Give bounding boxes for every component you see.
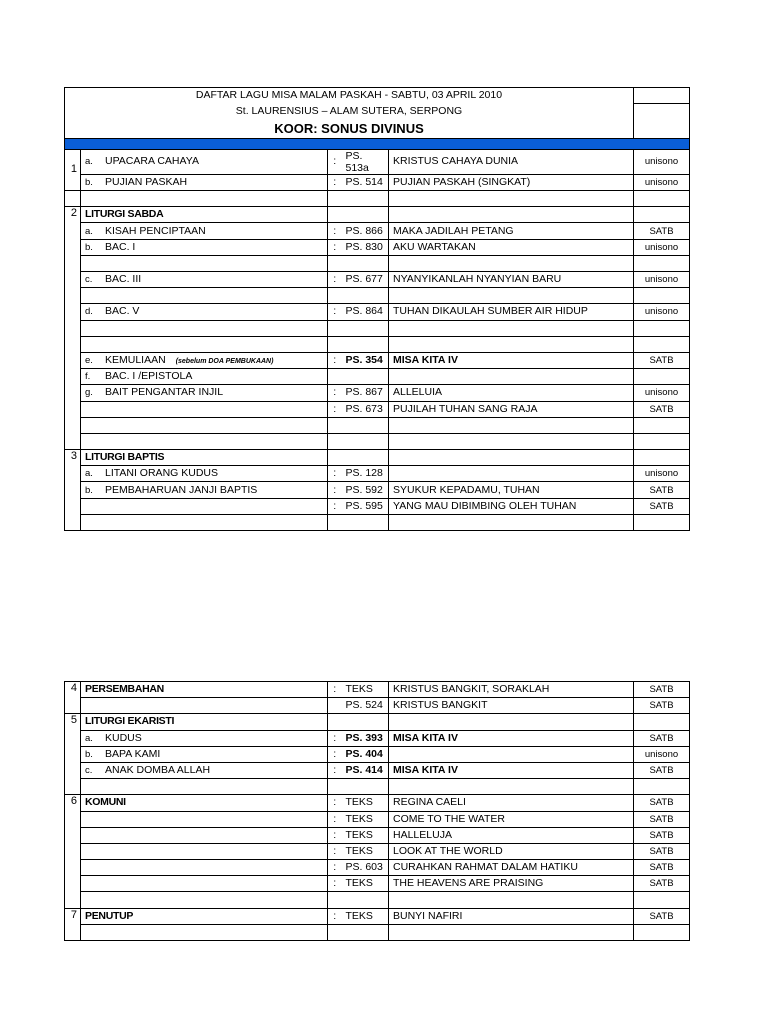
table-row	[65, 207, 690, 223]
voice: unisono	[634, 174, 690, 190]
song-ref	[342, 892, 389, 908]
table-row	[65, 272, 690, 288]
table-row	[65, 119, 690, 139]
table-cell	[389, 892, 634, 908]
table-cell	[81, 924, 328, 940]
colon-separator	[328, 514, 342, 530]
table-cell	[81, 730, 328, 746]
table-row	[65, 860, 690, 876]
section-number: 4	[65, 682, 81, 714]
song-ref: PS. 592	[342, 482, 389, 498]
voice: SATB	[634, 827, 690, 843]
table-cell	[81, 698, 328, 714]
table-row	[65, 827, 690, 843]
table-cell: CURAHKAN RAHMAT DALAM HATIKU	[389, 860, 634, 876]
song-ref: TEKS	[342, 682, 389, 698]
colon-separator: :	[328, 482, 342, 498]
table-cell	[634, 288, 690, 304]
table-row	[65, 450, 690, 466]
table-row	[65, 843, 690, 859]
item-letter: c.	[85, 765, 93, 777]
colon-separator: :	[328, 827, 342, 843]
colon-separator: :	[328, 304, 342, 320]
table-cell	[81, 288, 328, 304]
colon-separator: :	[328, 682, 342, 698]
table-row	[65, 304, 690, 320]
table-cell	[634, 207, 690, 223]
table-cell	[389, 433, 634, 449]
table-cell	[81, 860, 328, 876]
table-cell	[389, 450, 634, 466]
table-cell	[389, 779, 634, 795]
table-cell: SYUKUR KEPADAMU, TUHAN	[389, 482, 634, 498]
song-ref	[342, 288, 389, 304]
table-cell: PUJILAH TUHAN SANG RAJA	[389, 401, 634, 417]
colon-separator	[328, 779, 342, 795]
song-ref	[342, 255, 389, 271]
table-cell	[81, 417, 328, 433]
song-ref: PS. 830	[342, 239, 389, 255]
table-row	[65, 714, 690, 730]
song-ref: PS. 603	[342, 860, 389, 876]
table-cell	[81, 320, 328, 336]
table-cell	[81, 843, 328, 859]
table-row	[65, 746, 690, 762]
colon-separator: :	[328, 811, 342, 827]
colon-separator: :	[328, 908, 342, 924]
song-ref: PS. 595	[342, 498, 389, 514]
table-row	[65, 417, 690, 433]
colon-separator	[328, 369, 342, 385]
table-cell	[81, 466, 328, 482]
colon-separator: :	[328, 795, 342, 811]
table-row	[65, 514, 690, 530]
voice: SATB	[634, 876, 690, 892]
song-ref: PS. 866	[342, 223, 389, 239]
table-cell	[634, 255, 690, 271]
table-cell	[81, 352, 328, 368]
colon-separator	[328, 288, 342, 304]
table-cell	[634, 320, 690, 336]
colon-separator: :	[328, 385, 342, 401]
section-number: 6	[65, 795, 81, 908]
table-cell: HALLELUJA	[389, 827, 634, 843]
table-cell	[81, 401, 328, 417]
song-ref: PS. 404	[342, 746, 389, 762]
voice: SATB	[634, 352, 690, 368]
table-cell: LOOK AT THE WORLD	[389, 843, 634, 859]
table-cell	[634, 892, 690, 908]
item-letter: b.	[85, 241, 93, 253]
item-letter: a.	[85, 732, 93, 744]
table-cell	[634, 450, 690, 466]
table-cell	[389, 417, 634, 433]
colon-separator: :	[328, 174, 342, 190]
song-ref: PS. 677	[342, 272, 389, 288]
colon-separator: :	[328, 762, 342, 778]
item-letter: b.	[85, 176, 93, 188]
table-cell	[81, 239, 328, 255]
colon-separator	[328, 892, 342, 908]
table-row	[65, 779, 690, 795]
item-label: LITANI ORANG KUDUS	[105, 467, 218, 480]
table-cell: MAKA JADILAH PETANG	[389, 223, 634, 239]
item-label: KUDUS	[105, 731, 142, 744]
table-cell	[634, 104, 690, 139]
table-row	[65, 369, 690, 385]
table-cell	[81, 369, 328, 385]
colon-separator: :	[328, 843, 342, 859]
song-ref: PS. 354	[342, 352, 389, 368]
song-ref: TEKS	[342, 795, 389, 811]
voice: SATB	[634, 908, 690, 924]
table-row	[65, 385, 690, 401]
table-row	[65, 138, 690, 149]
table-row	[65, 433, 690, 449]
song-ref: PS. 393	[342, 730, 389, 746]
item-label: PEMBAHARUAN JANJI BAPTIS	[105, 483, 258, 496]
table-cell	[634, 88, 690, 104]
table-row	[65, 924, 690, 940]
table-row	[65, 811, 690, 827]
voice: unisono	[634, 272, 690, 288]
table-row	[65, 482, 690, 498]
item-label: KEMULIAAN	[105, 353, 166, 366]
colon-separator: :	[328, 401, 342, 417]
section-number: 5	[65, 714, 81, 795]
voice: unisono	[634, 239, 690, 255]
table-cell	[81, 272, 328, 288]
table-cell	[634, 336, 690, 352]
table-cell	[81, 433, 328, 449]
voice: SATB	[634, 482, 690, 498]
song-title: KRISTUS CAHAYA DUNIA	[389, 149, 634, 174]
colon-separator	[328, 255, 342, 271]
section-title: PENUTUP	[81, 908, 328, 924]
song-ref: TEKS	[342, 876, 389, 892]
voice: SATB	[634, 223, 690, 239]
item-letter: g.	[85, 387, 93, 399]
table-row	[65, 191, 690, 207]
item-label: ANAK DOMBA ALLAH	[105, 764, 211, 777]
header-location: St. LAURENSIUS – ALAM SUTERA, SERPONG	[65, 104, 634, 119]
table-row	[65, 698, 690, 714]
item-label: BAC. I /EPISTOLA	[105, 370, 193, 383]
song-ref: PS. 867	[342, 385, 389, 401]
table-cell	[81, 779, 328, 795]
table-cell	[634, 369, 690, 385]
colon-separator: :	[328, 466, 342, 482]
colon-separator	[328, 191, 342, 207]
table-cell	[389, 255, 634, 271]
song-ref	[342, 924, 389, 940]
colon-separator	[328, 336, 342, 352]
voice: SATB	[634, 762, 690, 778]
table-cell	[634, 433, 690, 449]
table-cell: TUHAN DIKAULAH SUMBER AIR HIDUP	[389, 304, 634, 320]
voice: unisono	[634, 304, 690, 320]
table-cell	[81, 498, 328, 514]
table-cell	[81, 892, 328, 908]
song-ref	[342, 417, 389, 433]
table-cell	[634, 417, 690, 433]
voice: SATB	[634, 860, 690, 876]
table-row	[65, 730, 690, 746]
table-row	[65, 466, 690, 482]
item-letter: f.	[85, 371, 91, 383]
item-label: UPACARA CAHAYA	[105, 155, 199, 168]
section-title: LITURGI SABDA	[81, 207, 328, 223]
table-cell	[389, 336, 634, 352]
table-row	[65, 336, 690, 352]
song-ref	[342, 514, 389, 530]
table-row	[65, 255, 690, 271]
item-letter: e.	[85, 354, 93, 366]
item-label: 513a	[345, 161, 369, 174]
table-cell: KRISTUS BANGKIT, SORAKLAH	[389, 682, 634, 698]
song-ref	[342, 779, 389, 795]
colon-separator: :	[328, 730, 342, 746]
colon-separator: :	[328, 272, 342, 288]
table-cell	[81, 746, 328, 762]
table-cell	[634, 714, 690, 730]
table-cell	[389, 288, 634, 304]
table-cell	[389, 746, 634, 762]
item-label: PUJIAN PASKAH	[105, 175, 188, 188]
colon-separator	[328, 320, 342, 336]
table-cell	[81, 223, 328, 239]
song-ref: PS. 864	[342, 304, 389, 320]
song-ref	[342, 369, 389, 385]
table-row	[65, 288, 690, 304]
colon-separator	[328, 450, 342, 466]
item-label: BAC. I	[105, 240, 136, 253]
item-label: KISAH PENCIPTAAN	[105, 224, 206, 237]
table-cell: THE HEAVENS ARE PRAISING	[389, 876, 634, 892]
table-cell	[81, 514, 328, 530]
table-cell	[81, 876, 328, 892]
colon-separator	[328, 714, 342, 730]
song-ref	[342, 191, 389, 207]
table-cell	[65, 191, 81, 207]
table-cell: BUNYI NAFIRI	[389, 908, 634, 924]
table-cell	[389, 924, 634, 940]
song-ref: TEKS	[342, 843, 389, 859]
section-number: 1	[65, 149, 81, 190]
item-letter: d.	[85, 306, 93, 318]
table-cell	[81, 827, 328, 843]
table-row	[65, 795, 690, 811]
colon-separator: :	[328, 223, 342, 239]
song-ref	[342, 207, 389, 223]
table-cell	[81, 336, 328, 352]
table-cell: PUJIAN PASKAH (SINGKAT)	[389, 174, 634, 190]
voice: unisono	[634, 746, 690, 762]
table-cell: REGINA CAELI	[389, 795, 634, 811]
table-cell: YANG MAU DIBIMBING OLEH TUHAN	[389, 498, 634, 514]
table-cell	[81, 385, 328, 401]
table-cell	[81, 811, 328, 827]
colon-separator	[328, 417, 342, 433]
table-row	[65, 320, 690, 336]
table-cell: AKU WARTAKAN	[389, 239, 634, 255]
item-label: BAIT PENGANTAR INJIL	[105, 386, 224, 399]
item-label: BAC. V	[105, 305, 140, 318]
table-cell: COME TO THE WATER	[389, 811, 634, 827]
voice: SATB	[634, 730, 690, 746]
colon-separator: :	[328, 352, 342, 368]
song-ref: PS. 514	[342, 174, 389, 190]
row-label	[81, 149, 328, 174]
table-cell	[81, 304, 328, 320]
section-number: 2	[65, 207, 81, 450]
table-row	[65, 88, 690, 104]
section-title: LITURGI EKARISTI	[81, 714, 328, 730]
table-cell	[389, 514, 634, 530]
colon-separator	[328, 698, 342, 714]
voice: SATB	[634, 795, 690, 811]
colon-separator: :	[328, 876, 342, 892]
item-letter: b.	[85, 484, 93, 496]
table-row	[65, 223, 690, 239]
voice: SATB	[634, 401, 690, 417]
table-row	[65, 682, 690, 698]
colon-separator: :	[328, 149, 342, 174]
section-number: 3	[65, 450, 81, 531]
item-label: BAPA KAMI	[105, 747, 161, 760]
table-cell	[389, 207, 634, 223]
voice: SATB	[634, 498, 690, 514]
song-ref: TEKS	[342, 811, 389, 827]
table-row	[65, 892, 690, 908]
song-ref	[342, 714, 389, 730]
table-cell	[634, 191, 690, 207]
item-label: PS.	[345, 149, 363, 162]
song-ref: PS. 414	[342, 762, 389, 778]
table-cell	[81, 482, 328, 498]
table-row	[65, 239, 690, 255]
colon-separator	[328, 924, 342, 940]
table-cell: MISA KITA IV	[389, 730, 634, 746]
item-letter: a.	[85, 225, 93, 237]
song-list-table-part2	[64, 681, 690, 941]
colon-separator: :	[328, 860, 342, 876]
table-cell	[81, 255, 328, 271]
table-cell: ALLELUIA	[389, 385, 634, 401]
table-cell: MISA KITA IV	[389, 352, 634, 368]
header-choir: KOOR: SONUS DIVINUS	[65, 119, 634, 139]
item-note: (sebelum DOA PEMBUKAAN)	[175, 357, 274, 365]
table-cell	[389, 320, 634, 336]
item-letter: a.	[85, 468, 93, 480]
table-cell	[389, 714, 634, 730]
song-ref	[342, 320, 389, 336]
table-row	[65, 762, 690, 778]
table-cell: NYANYIKANLAH NYANYIAN BARU	[389, 272, 634, 288]
item-label: BAC. III	[105, 273, 142, 286]
song-ref: PS. 673	[342, 401, 389, 417]
voice: SATB	[634, 682, 690, 698]
table-cell	[81, 174, 328, 190]
table-cell	[389, 369, 634, 385]
table-cell	[634, 514, 690, 530]
song-ref: TEKS	[342, 827, 389, 843]
song-ref	[342, 433, 389, 449]
voice: SATB	[634, 843, 690, 859]
table-row	[65, 401, 690, 417]
song-ref: PS. 128	[342, 466, 389, 482]
table-cell	[389, 191, 634, 207]
colon-separator: :	[328, 498, 342, 514]
table-cell	[389, 466, 634, 482]
table-row	[65, 908, 690, 924]
song-ref: PS. 524	[342, 698, 389, 714]
table-cell	[634, 924, 690, 940]
header-title: DAFTAR LAGU MISA MALAM PASKAH - SABTU, 03 APRIL 2010	[65, 88, 634, 104]
song-ref: TEKS	[342, 908, 389, 924]
table-cell: KRISTUS BANGKIT	[389, 698, 634, 714]
voice: unisono	[634, 466, 690, 482]
colon-separator	[328, 207, 342, 223]
song-ref	[342, 149, 389, 174]
section-title: PERSEMBAHAN	[81, 682, 328, 698]
table-row	[65, 352, 690, 368]
colon-separator: :	[328, 746, 342, 762]
table-cell: MISA KITA IV	[389, 762, 634, 778]
item-letter: a.	[85, 156, 93, 168]
table-row	[65, 104, 690, 119]
table-cell	[81, 762, 328, 778]
table-cell	[634, 779, 690, 795]
voice: unisono	[634, 385, 690, 401]
song-ref	[342, 450, 389, 466]
voice: unisono	[634, 149, 690, 174]
table-cell	[81, 191, 328, 207]
section-number: 7	[65, 908, 81, 940]
voice: SATB	[634, 811, 690, 827]
section-title: KOMUNI	[81, 795, 328, 811]
colon-separator	[328, 433, 342, 449]
colon-separator: :	[328, 239, 342, 255]
table-row	[65, 876, 690, 892]
item-letter: c.	[85, 274, 93, 286]
song-ref	[342, 336, 389, 352]
table-row	[65, 149, 690, 174]
song-list-table-part1	[64, 87, 690, 531]
section-title: LITURGI BAPTIS	[81, 450, 328, 466]
table-row	[65, 174, 690, 190]
voice: SATB	[634, 698, 690, 714]
table-row	[65, 498, 690, 514]
item-letter: b.	[85, 748, 93, 760]
blue-band	[65, 138, 690, 149]
